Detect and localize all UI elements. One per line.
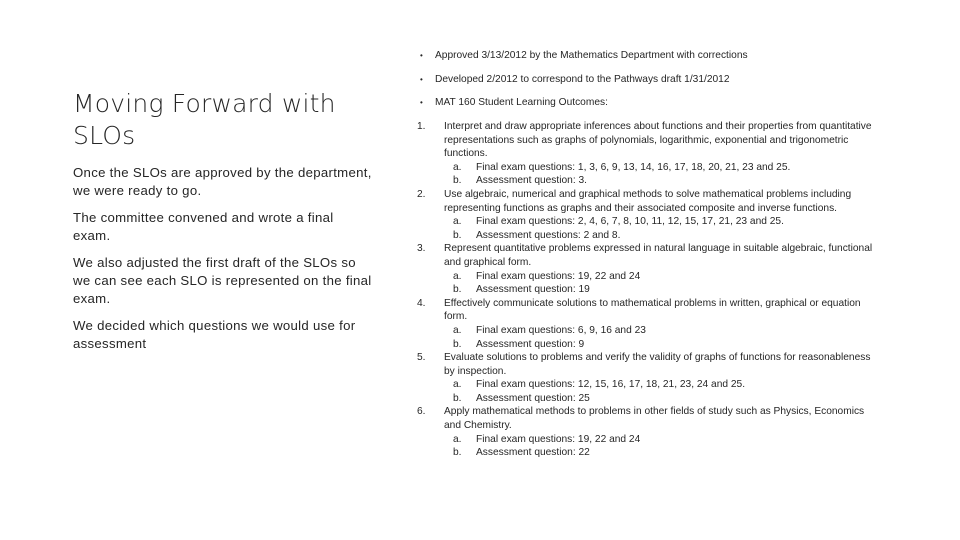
bullet-text: MAT 160 Student Learning Outcomes:	[435, 97, 608, 108]
subitem-text: Final exam questions: 6, 9, 16 and 23	[476, 324, 646, 336]
outcome-item	[417, 351, 877, 378]
outcome-subitem	[417, 446, 877, 460]
subitem-letter: a.	[453, 216, 462, 228]
outcome-subitem	[417, 161, 877, 175]
bullet-text: Approved 3/13/2012 by the Mathematics Department with corrections	[435, 50, 748, 61]
outcome-subitem	[417, 392, 877, 406]
subitem-text: Assessment question: 9	[476, 338, 585, 350]
outcome-item	[417, 188, 877, 215]
subitem-text: Final exam questions: 19, 22 and 24	[476, 270, 641, 282]
outcome-number: 3.	[417, 243, 426, 255]
subitem-text: Final exam questions: 19, 22 and 24	[476, 433, 641, 445]
right-column	[417, 49, 877, 459]
outcome-subitem	[417, 174, 877, 188]
outcome-subitem	[417, 433, 877, 447]
bullet-item	[417, 73, 877, 97]
subitem-letter: a.	[453, 161, 462, 173]
subitem-letter: b.	[453, 175, 462, 187]
outcome-number: 4.	[417, 297, 426, 309]
left-paragraph-2: The committee convened and wrote a final exam.	[73, 210, 334, 243]
bullet-text: Developed 2/2012 to correspond to the Pathways draft 1/31/2012	[435, 73, 730, 85]
subitem-letter: b.	[453, 447, 462, 459]
outcome-subitem	[417, 338, 877, 352]
bullet-dot-icon: •	[420, 98, 423, 107]
outcome-text: Effectively communicate solutions to mathematical problems in written, graphical or equation form.	[444, 297, 861, 323]
outcome-item	[417, 120, 877, 161]
subitem-text: Assessment questions: 2 and 8.	[476, 229, 621, 241]
outcome-subitem	[417, 324, 877, 338]
outcome-subitem	[417, 270, 877, 284]
outcome-text: Use algebraic, numerical and graphical methods to solve mathematical problems including representing functions as graphs and their associated composite and inverse functions.	[444, 188, 852, 214]
subitem-letter: a.	[453, 379, 462, 391]
subitem-text: Assessment question: 25	[476, 392, 590, 404]
outcomes-list	[417, 120, 877, 460]
outcome-number: 2.	[417, 188, 426, 200]
outcome-subitem	[417, 215, 877, 229]
outcome-item	[417, 297, 877, 324]
left-paragraph-4: We decided which questions we would use for assessment	[73, 318, 356, 351]
subitem-text: Final exam questions: 1, 3, 6, 9, 13, 14, 16, 17, 18, 20, 21, 23 and 25.	[476, 161, 791, 173]
bullet-item	[417, 49, 877, 73]
subitem-letter: b.	[453, 338, 462, 350]
subitem-letter: a.	[453, 433, 462, 445]
outcome-text: Apply mathematical methods to problems in other fields of study such as Physics, Economics and Chemistry.	[444, 406, 865, 432]
left-paragraph-3: We also adjusted the first draft of the SLOs so we can see each SLO is represented on the final exam.	[73, 255, 372, 306]
subitem-letter: a.	[453, 270, 462, 282]
outcome-number: 6.	[417, 406, 426, 418]
left-column	[73, 88, 373, 362]
subitem-text: Final exam questions: 2, 4, 6, 7, 8, 10, 11, 12, 15, 17, 21, 23 and 25.	[476, 216, 784, 228]
bullet-item	[417, 96, 877, 120]
left-paragraph-1: Once the SLOs are approved by the department, we were ready to go.	[73, 165, 372, 198]
outcome-item	[417, 242, 877, 269]
subitem-text: Assessment question: 3.	[476, 175, 587, 187]
outcome-text: Interpret and draw appropriate inferences about functions and their properties from quantitative representations such as graphs of polynomials, logarithmic, exponential and trigonometric functions.	[444, 121, 872, 160]
subitem-text: Assessment question: 22	[476, 447, 590, 459]
outcome-subitem	[417, 229, 877, 243]
subitem-letter: b.	[453, 229, 462, 241]
outcome-subitem	[417, 378, 877, 392]
subitem-letter: a.	[453, 324, 462, 336]
outcome-text: Evaluate solutions to problems and verify the validity of graphs of functions for reasonableness by inspection.	[444, 352, 871, 377]
bullet-dot-icon: •	[420, 74, 423, 84]
subitem-letter: b.	[453, 392, 462, 404]
subitem-text: Assessment question: 19	[476, 284, 590, 296]
outcome-number: 5.	[417, 352, 426, 364]
bullet-dot-icon: •	[420, 51, 423, 60]
outcome-text: Represent quantitative problems expressed in natural language in suitable algebraic, functional and graphical form.	[444, 243, 873, 268]
subitem-text: Final exam questions: 12, 15, 16, 17, 18, 21, 23, 24 and 25.	[476, 379, 746, 391]
slide-title: Moving Forward with SLOs	[73, 89, 336, 150]
outcome-subitem	[417, 283, 877, 297]
outcome-item	[417, 405, 877, 432]
subitem-letter: b.	[453, 284, 462, 296]
outcome-number: 1.	[417, 121, 426, 132]
